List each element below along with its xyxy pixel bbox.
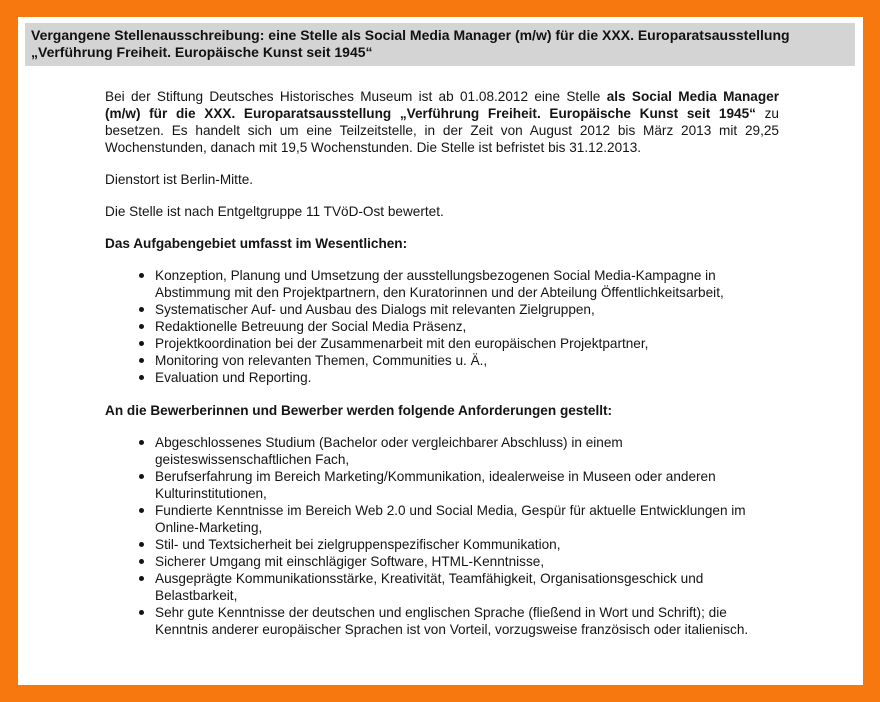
intro-text-end: zu besetzen. Es handelt sich um eine Teilzeitstelle, in der Zeit von August 2012 bis März 2013 mit 29,25 Wochenstunden, danach mit 19,5 Wochenstunden. Die Stelle ist befristet bis 31.12.2013.: [105, 106, 779, 155]
intro-paragraph: [105, 88, 779, 156]
list-item: Konzeption, Planung und Umsetzung der ausstellungsbezogenen Social Media-Kampagne in Abstimmung mit den Projektpartnern, den Kuratorinnen und der Abteilung Öffentlichkeitsarbeit,: [155, 267, 779, 301]
list-item: Monitoring von relevanten Themen, Communities u. Ä.,: [155, 352, 779, 369]
list-item: Stil- und Textsicherheit bei zielgruppenspezifischer Kommunikation,: [155, 536, 779, 553]
list-item: Redaktionelle Betreuung der Social Media Präsenz,: [155, 318, 779, 335]
list-item: Evaluation und Reporting.: [155, 369, 779, 386]
title-banner: [25, 23, 855, 66]
list-item: Sehr gute Kenntnisse der deutschen und englischen Sprache (fließend in Wort und Schrift); die Kenntnis anderer europäischer Sprachen ist von Vorteil, vorzugsweise französisch oder italienisch.: [155, 604, 779, 638]
list-item: Sicherer Umgang mit einschlägiger Software, HTML-Kenntnisse,: [155, 553, 779, 570]
requirements-heading: An die Bewerberinnen und Bewerber werden folgende Anforderungen gestellt:: [105, 403, 613, 418]
salary-paragraph: Die Stelle ist nach Entgeltgruppe 11 TVöD-Ost bewertet.: [105, 204, 444, 219]
title-line-1: Vergangene Stellenausschreibung: eine Stelle als Social Media Manager (m/w) für die XXX. Europaratsausstellung: [31, 27, 790, 43]
intro-text-start: Bei der Stiftung Deutsches Historisches Museum ist ab 01.08.2012 eine Stelle: [105, 89, 607, 104]
tasks-list: [105, 267, 779, 386]
title-line-2: „Verführung Freiheit. Europäische Kunst seit 1945“: [31, 44, 373, 60]
intro-position-title: als Social Media Manager (m/w) für die XXX. Europaratsausstellung „Verführung Freiheit. Europäische Kunst seit 1945“: [105, 89, 779, 121]
requirements-list: [105, 434, 779, 638]
list-item: Fundierte Kenntnisse im Bereich Web 2.0 und Social Media, Gespür für aktuelle Entwicklungen im Online-Marketing,: [155, 502, 779, 536]
location-paragraph: Dienstort ist Berlin-Mitte.: [105, 172, 254, 187]
document-page: [18, 17, 863, 685]
list-item: Ausgeprägte Kommunikationsstärke, Kreativität, Teamfähigkeit, Organisationsgeschick und Belastbarkeit,: [155, 570, 779, 604]
list-item: Abgeschlossenes Studium (Bachelor oder vergleichbarer Abschluss) in einem geisteswissenschaftlichen Fach,: [155, 434, 779, 468]
list-item: Projektkoordination bei der Zusammenarbeit mit den europäischen Projektpartner,: [155, 335, 779, 352]
tasks-heading: Das Aufgabengebiet umfasst im Wesentlichen:: [105, 236, 408, 251]
list-item: Systematischer Auf- und Ausbau des Dialogs mit relevanten Zielgruppen,: [155, 301, 779, 318]
document-body: [105, 88, 779, 638]
list-item: Berufserfahrung im Bereich Marketing/Kommunikation, idealerweise in Museen oder anderen Kulturinstitutionen,: [155, 468, 779, 502]
